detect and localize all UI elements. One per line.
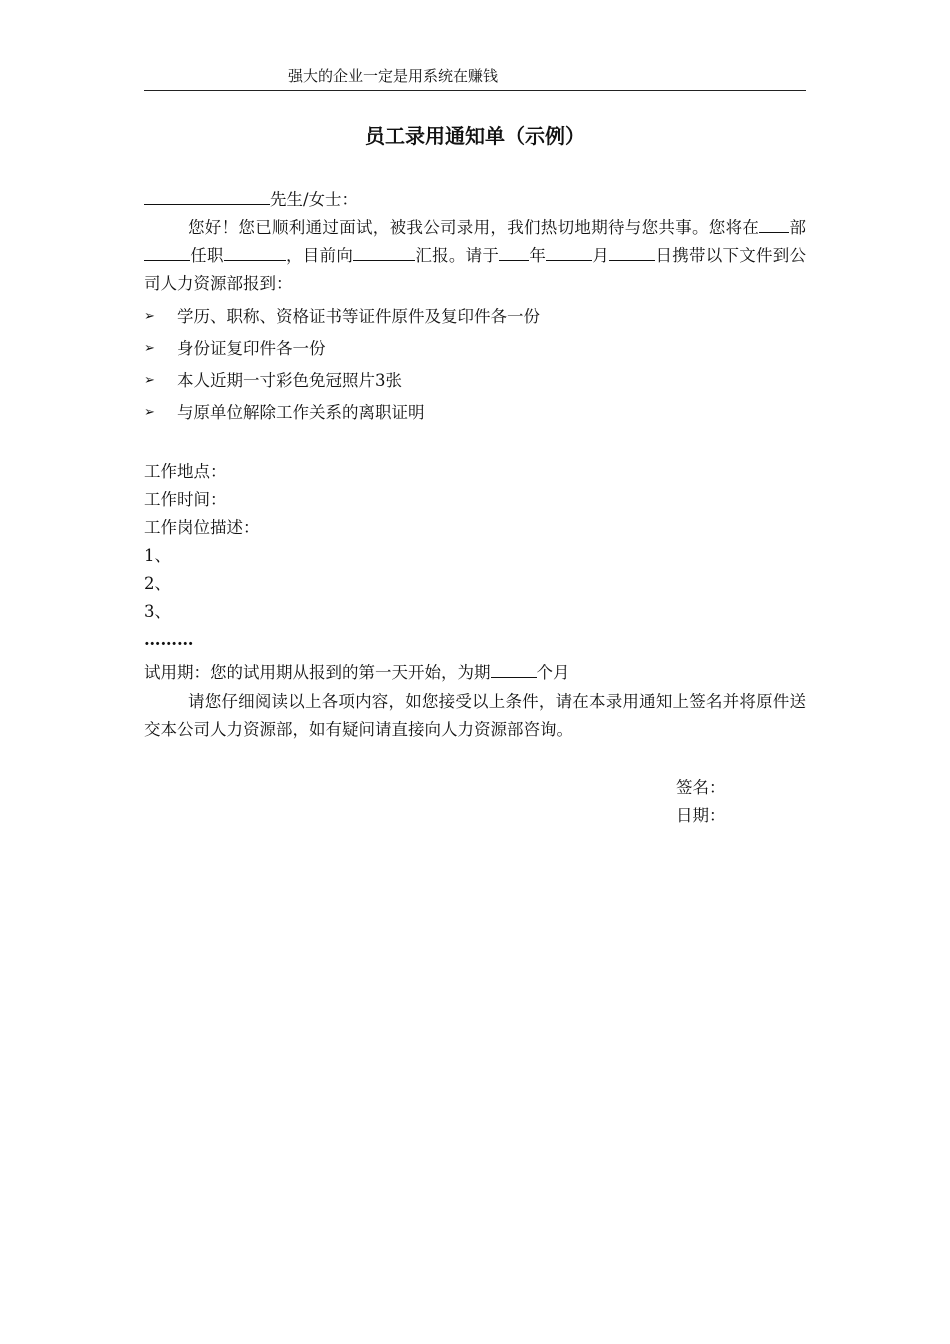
para1-text-1: 您好！您已顺利通过面试，被我公司录用，我们热切地期待与您共事。您将在: [188, 218, 760, 237]
position-blank[interactable]: [144, 242, 190, 261]
list-item-text: 本人近期一寸彩色免冠照片3张: [177, 371, 402, 390]
arrow-bullet-icon: ➢: [144, 341, 155, 356]
para1-text-2: 部: [789, 218, 807, 237]
work-location-label: 工作地点：: [144, 462, 227, 481]
para1-text-6: 年: [529, 246, 547, 265]
name-blank[interactable]: [144, 186, 270, 205]
list-item: [144, 398, 806, 430]
date-label[interactable]: 日期：: [676, 806, 726, 825]
day-blank[interactable]: [609, 242, 655, 261]
probation-text-2: 个月: [536, 663, 570, 682]
para1-text-7: 月: [592, 246, 610, 265]
job-description-label: 工作岗位描述：: [144, 518, 260, 537]
list-item-text: 与原单位解除工作关系的离职证明: [177, 403, 425, 422]
para1-text-5: 汇报。请于: [415, 246, 500, 265]
list-item: [144, 334, 806, 366]
month-blank[interactable]: [546, 242, 592, 261]
signature-label[interactable]: 签名：: [676, 778, 726, 797]
salutation-line: [144, 186, 806, 214]
description-item-1: 1、: [144, 546, 171, 565]
salutation-text: 先生/女士：: [270, 190, 359, 209]
work-hours-label: 工作时间：: [144, 490, 227, 509]
report-to-blank[interactable]: [353, 242, 415, 261]
job-info-section: [144, 458, 806, 654]
para1-text-4: ，目前向: [285, 246, 354, 265]
description-ellipsis: ………: [144, 630, 194, 649]
description-item-2: 2、: [144, 574, 171, 593]
arrow-bullet-icon: ➢: [144, 309, 155, 324]
document-title: 员工录用通知单（示例）: [365, 124, 585, 148]
probation-text-1: 试用期：您的试用期从报到的第一天开始，为期: [144, 663, 491, 682]
description-item-3: 3、: [144, 602, 171, 621]
arrow-bullet-icon: ➢: [144, 373, 155, 388]
header-slogan: 强大的企业一定是用系统在赚钱: [288, 67, 499, 85]
year-blank[interactable]: [499, 242, 529, 261]
title-blank[interactable]: [224, 242, 286, 261]
list-item: [144, 302, 806, 334]
list-item-text: 身份证复印件各一份: [177, 339, 326, 358]
required-documents-list: [144, 302, 806, 430]
closing-paragraph: 请您仔细阅读以上各项内容，如您接受以上条件，请在本录用通知上签名并将原件送交本公司人力资源部，如有疑问请直接向人力资源部咨询。: [144, 692, 806, 739]
para1-text-3: 任职: [190, 246, 224, 265]
probation-line: [144, 659, 806, 687]
para1-text-8: 日携带以下文件到公司人力资源部报到：: [144, 246, 807, 293]
offer-paragraph: [144, 214, 806, 298]
signature-block: [676, 774, 726, 830]
arrow-bullet-icon: ➢: [144, 405, 155, 420]
page-header: [144, 66, 806, 91]
list-item-text: 学历、职称、资格证书等证件原件及复印件各一份: [177, 307, 540, 326]
list-item: [144, 366, 806, 398]
department-blank[interactable]: [759, 214, 789, 233]
probation-months-blank[interactable]: [491, 659, 537, 678]
